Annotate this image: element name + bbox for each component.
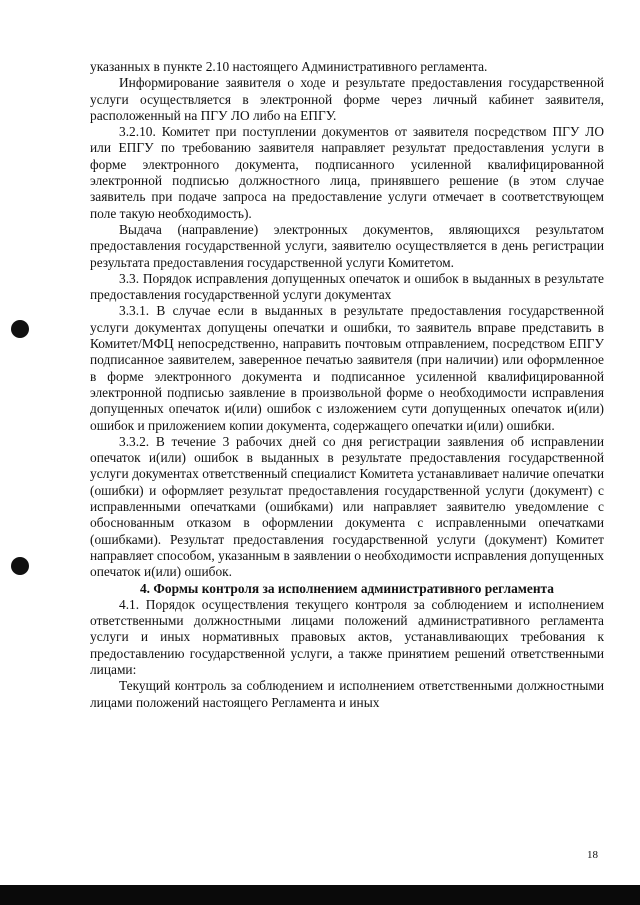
paragraph: 3.3. Порядок исправления допущенных опечаток и ошибок в выданных в результате предоставления государственной услуги документах — [90, 270, 604, 303]
section-heading: 4. Формы контроля за исполнением административного регламента — [139, 580, 554, 596]
page-number: 18 — [587, 849, 598, 861]
scan-border — [0, 885, 640, 905]
punch-hole-top — [11, 320, 29, 338]
punch-hole-bottom — [11, 557, 29, 575]
paragraph: 3.3.2. В течение 3 рабочих дней со дня регистрации заявления об исправлении опечаток и(или) ошибок в выданных в результате предоставления государственной услуги документах ответственный специалист Комитета устанавливает наличие опечатки (ошибки) и оформляет результат предоставления государственной услуги (документ) с исправленными опечатками (ошибками) или направляет заявителю уведомление с обоснованным отказом в оформлении документа с исправленными опечатками (ошибками). Результат предоставления государственной услуги (документ) Комитет направляет способом, указанным в заявлении о необходимости исправления допущенных опечаток и(или) ошибок. — [90, 433, 604, 580]
paragraph: 3.3.1. В случае если в выданных в результате предоставления государственной услуги документах допущены опечатки и ошибки, то заявитель вправе представить в Комитет/МФЦ непосредственно, направить почтовым отправлением, посредством ЕПГУ подписанное заявителем, заверенное печатью заявителя (при наличии) или оформленное в форме электронного документа и подписанное усиленной квалифицированной электронной подписью заявление в произвольной форме о необходимости исправления допущенных опечаток и(или) ошибок с изложением сути допущенных опечаток и(или) ошибок и приложением копии документа, содержащего опечатки и(или) ошибки. — [90, 303, 604, 433]
paragraph: 3.2.10. Комитет при поступлении документов от заявителя посредством ПГУ ЛО или ЕПГУ по требованию заявителя направляет результат предоставления услуги в форме электронного документа, подписанного усиленной квалифицированной электронной подписью должностного лица, принявшего решение (в этом случае заявитель при подаче запроса на предоставление услуги отмечает в соответствующем поле такую необходимость). — [90, 124, 604, 221]
paragraph: указанных в пункте 2.10 настоящего Административного регламента. — [90, 59, 488, 74]
paragraph: 4.1. Порядок осуществления текущего контроля за соблюдением и исполнением ответственными должностными лицами положений административного регламента услуги и иных нормативных правовых актов, устанавливающих требования к предоставлению государственной услуги, а также принятием решений ответственными лицами: — [90, 596, 604, 677]
paragraph: Текущий контроль за соблюдением и исполнением ответственными должностными лицами положений настоящего Регламента и иных — [90, 678, 604, 710]
document-body — [90, 59, 604, 711]
paragraph: Выдача (направление) электронных документов, являющихся результатом предоставления государственной услуги, заявителю осуществляется в день регистрации результата предоставления государственной услуги Комитетом. — [90, 221, 604, 270]
paragraph: Информирование заявителя о ходе и результате предоставления государственной услуги осуществляется в электронной форме через личный кабинет заявителя, расположенный на ПГУ ЛО либо на ЕПГУ. — [90, 75, 604, 123]
